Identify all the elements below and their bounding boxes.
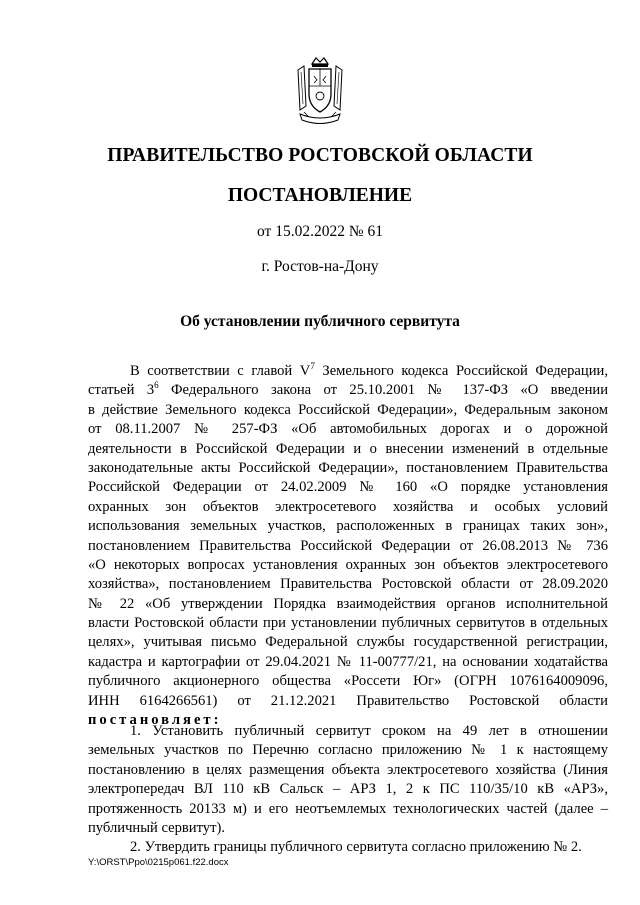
preamble-line: деятельности в Российской Федерации и о внесении изменений в отдельные — [88, 440, 608, 457]
preamble-line: законодательные акты Российской Федерации», постановлением Правительства — [88, 459, 608, 476]
item-1-line: 1. Установить публичный сервитут сроком на 49 лет в отношении — [130, 723, 608, 739]
preamble-line: власти Ростовской области при установлении публичных сервитутов в отдельных — [88, 615, 608, 632]
preamble-line: публичного акционерного общества «Россети Юг» (ОГРН 1076164009096, — [88, 673, 608, 690]
preamble-line: Российской Федерации от 24.02.2009 № 160 «О порядке установления — [88, 479, 608, 496]
preamble-line: охранных зон объектов электросетевого хозяйства и особых условий — [88, 498, 608, 515]
preamble-line-1: В соответствии с главой $V^7$ Земельного кодекса Российской Федерации, — [130, 361, 608, 379]
preamble-line: использования земельных участков, расположенных в границах таких зон», — [88, 518, 608, 535]
preamble-line: целях», учитывая письмо Федеральной службы государственной регистрации, — [88, 634, 608, 651]
item-1-line: земельных участков по Перечню согласно приложению № 1 к настоящему — [88, 742, 608, 759]
item-2-line: 2. Утвердить границы публичного сервитута согласно приложению № 2. — [130, 839, 582, 856]
resolution-items — [88, 722, 608, 858]
item-1-line: протяженность 20133 м) и его неотъемлемых технологических частей (далее – — [88, 800, 608, 817]
document-date-number: от 15.02.2022 № 61 — [257, 223, 383, 240]
item-1-line: электропередач ВЛ 110 кВ Сальск – АРЗ 1, 2 к ПС 110/35/10 кВ «АРЗ», — [88, 781, 608, 798]
preamble-line: «О некоторых вопросах установления охранных зон объектов электросетевого — [88, 556, 608, 573]
preamble-line: кадастра и картографии от 29.04.2021 № 11-00777/21, на основании ходатайства — [88, 653, 608, 670]
preamble-line: № 22 «Об утверждении Порядка взаимодействия органов исполнительной — [88, 595, 608, 612]
file-path-footer: Y:\ORST\Ppo\0215p061.f22.docx — [88, 857, 229, 868]
preamble-paragraph — [88, 362, 608, 730]
preamble-line: ИНН 6164266561) от 21.12.2021 Правительство Ростовской области — [88, 692, 608, 709]
preamble-line-2: статьей $3^6$ Федерального закона от 25.10.2001 № 137-ФЗ «О введении — [88, 380, 609, 399]
preamble-line: в действие Земельного кодекса Российской Федерации», Федеральным законом — [88, 401, 608, 418]
coat-of-arms-emblem — [290, 56, 350, 128]
preamble-line: от 08.11.2007 № 257-ФЗ «Об автомобильных дорогах и о дорожной — [88, 421, 608, 438]
item-1-line: постановлению в целях размещения объекта электросетевого хозяйства (Линия — [88, 761, 608, 778]
document-type-title: ПОСТАНОВЛЕНИЕ — [227, 185, 413, 206]
government-title: ПРАВИТЕЛЬСТВО РОСТОВСКОЙ ОБЛАСТИ — [107, 145, 533, 166]
resolves-word: постановляет: — [88, 712, 222, 729]
document-city: г. Ростов-на-Дону — [261, 258, 379, 275]
preamble-line: хозяйства», постановлением Правительства Ростовской области от 28.09.2020 — [88, 576, 608, 593]
item-1-last-line: публичный сервитут). — [88, 819, 225, 836]
document-subject: Об установлении публичного сервитута — [180, 313, 460, 330]
preamble-line: постановлением Правительства Российской Федерации от 26.08.2013 № 736 — [88, 537, 608, 554]
